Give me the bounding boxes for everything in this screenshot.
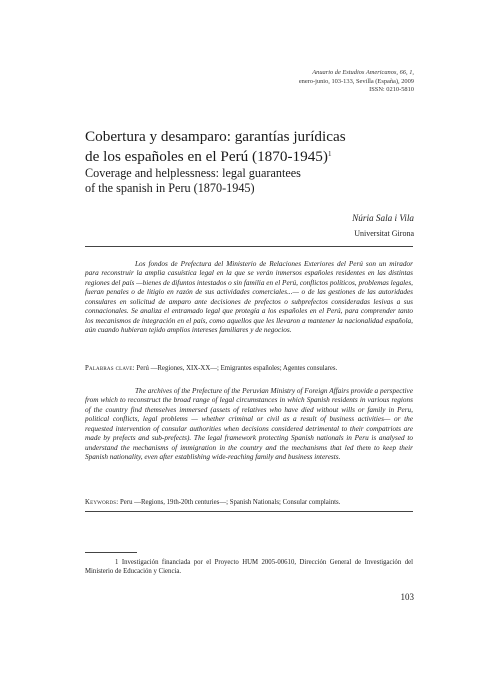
title-english-line2: of the spanish in Peru (1870-1945) — [85, 181, 255, 196]
title-footnote-marker: 1 — [327, 149, 332, 158]
title-english-line1: Coverage and helplessness: legal guarantees — [85, 166, 301, 180]
keywords-english — [85, 498, 413, 507]
author-affiliation: Universitat Girona — [354, 229, 414, 238]
keywords-spanish-text: Perú —Regiones, XIX-XX—; Emigrantes españoles; Agentes consulares. — [134, 365, 338, 372]
keywords-english-label: Keywords: — [85, 499, 119, 506]
footnote: 1 Investigación financiada por el Proyecto HUM 2005-00610, Dirección General de Investigación del Ministerio de Educación y Ciencia. — [85, 559, 413, 576]
keywords-spanish — [85, 364, 413, 373]
title-spanish-line2 — [85, 146, 425, 166]
title-spanish-line2-text: de los españoles en el Perú (1870-1945) — [85, 147, 328, 165]
keywords-english-text: Peru —Regions, 19th-20th centuries—; Spanish Nationals; Consular complaints. — [118, 499, 341, 506]
journal-citation — [174, 69, 414, 95]
footnote-separator — [85, 552, 137, 553]
title-spanish-line1: Cobertura y desamparo: garantías jurídicas — [85, 128, 346, 145]
author-name: Núria Sala i Vila — [352, 213, 414, 223]
title-english — [85, 166, 425, 197]
top-divider — [85, 246, 413, 247]
abstract-english: The archives of the Prefecture of the Peruvian Ministry of Foreign Affairs provide a perspective from which to reconstruct the broad range of legal circumstances in which Spanish residents in various regions of the country find themselves immersed (assets of relatives who have died without wills or family in Peru, political conflicts, legal problems — whether criminal or civil as a result of business activities— or the requested intervention of consular authorities when decisions considered detrimental to their compatriots are made by prefects and sub-prefects). The legal framework protecting Spanish nationals in Peru is analysed to understand the mechanisms of immigration in the country and the mechanisms that led them to keep their Spanish nationality, even after establishing wide-reaching family and business interests. — [85, 387, 413, 462]
abstract-spanish: Los fondos de Prefectura del Ministerio de Relaciones Exteriores del Perú son un mirador para reconstruir la amplia casuística legal en la que se verán inmersos españoles residentes en las distintas regiones del país —bienes de difuntos intestados o sin familia en el Perú, conflictos políticos, problemas legales, fueran penales o de litigio en razón de sus actividades comerciales...— o de las gestiones de las autoridades consulares en solicitud de amparo ante decisiones de prefectos o subprefectos consideradas lesivas a sus connacionales. Se analiza el entramado legal que protegía a los españoles en el Perú, para comprender tanto los mecanismos de integración en el país, como aquellos que les llevaron a mantener la nacionalidad española, aún cuando hubieran tejido amplios intereses familiares y de negocios. — [85, 260, 413, 335]
page-number: 103 — [400, 592, 414, 602]
title-spanish — [85, 128, 425, 165]
keywords-spanish-label: Palabras clave: — [85, 365, 135, 372]
journal-name: Anuario de Estudios Americanos, 66, 1, — [312, 69, 414, 76]
journal-issn: ISSN: 0210-5810 — [369, 86, 414, 94]
journal-issue: enero-junio, 103-133, Sevilla (España), 2009 — [298, 77, 414, 85]
bottom-divider — [85, 511, 413, 512]
